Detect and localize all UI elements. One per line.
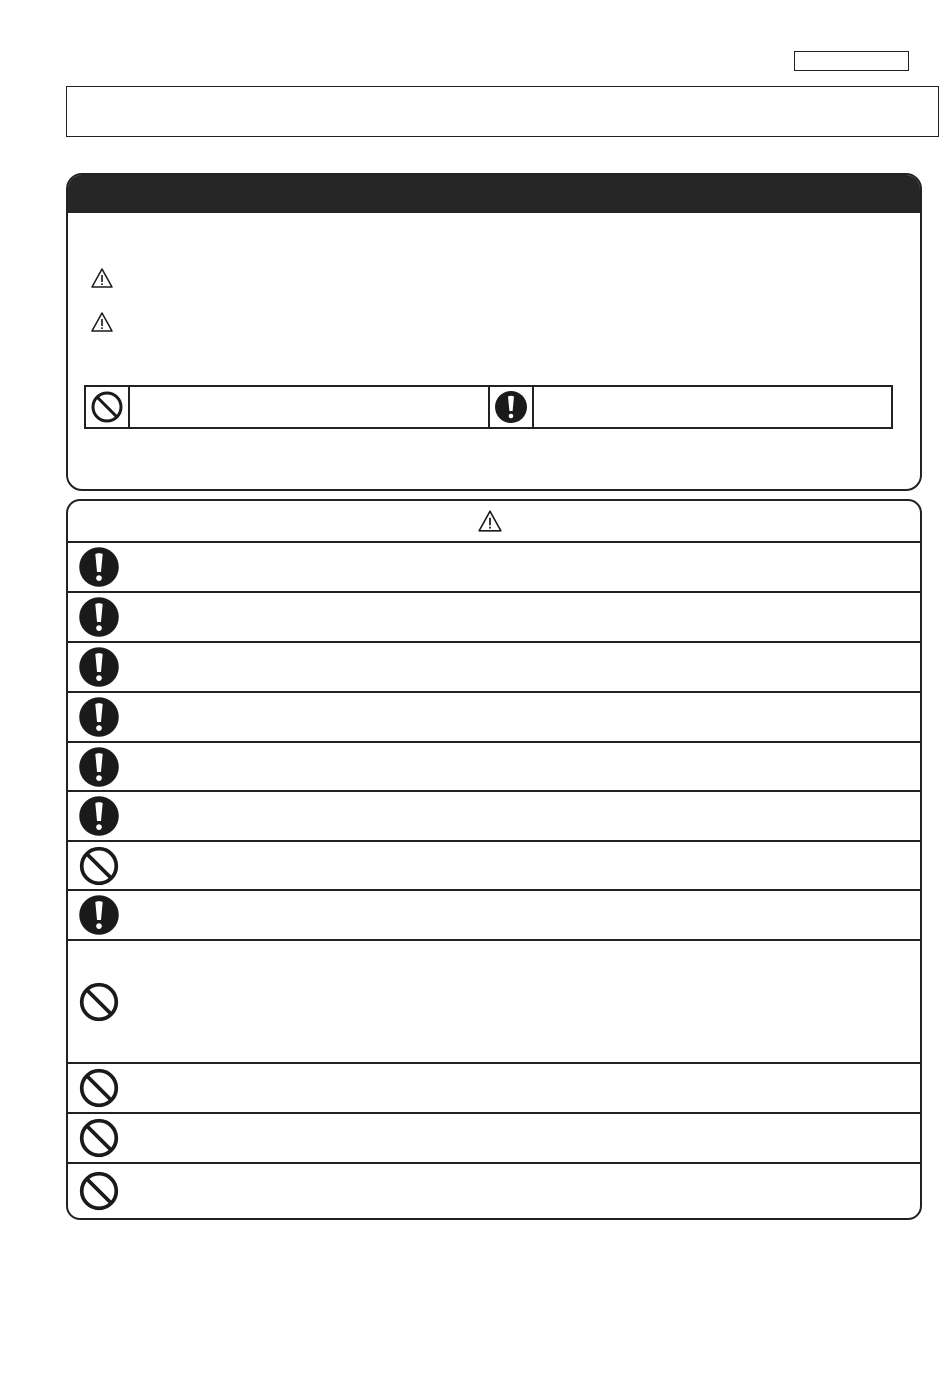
warning-row [68, 792, 920, 842]
document-code-box [794, 51, 909, 71]
warning-row-icon [68, 845, 130, 887]
warning-row [68, 1164, 920, 1218]
caution-triangle-icon [477, 508, 503, 534]
warning-row-icon [68, 795, 130, 837]
warning-row [68, 1064, 920, 1114]
prohibition-icon [90, 390, 124, 424]
mandatory-action-icon [78, 795, 120, 837]
warning-row-icon [68, 981, 130, 1023]
prohibition-icon [78, 1117, 120, 1159]
legend-mandatory-text [534, 387, 892, 427]
warning-row-icon [68, 1067, 130, 1109]
mandatory-action-icon [78, 894, 120, 936]
caution-triangle-icon [90, 266, 114, 290]
mandatory-action-icon [78, 546, 120, 588]
warning-row-icon [68, 696, 130, 738]
safety-intro-panel [66, 173, 922, 491]
intro-caution-row [90, 309, 124, 335]
warning-row [68, 842, 920, 891]
warning-row-icon [68, 596, 130, 638]
warning-row-icon [68, 1170, 130, 1212]
symbol-legend-table [84, 385, 893, 429]
mandatory-action-icon [78, 746, 120, 788]
warning-row-icon [68, 546, 130, 588]
warning-row-icon [68, 646, 130, 688]
warning-row [68, 543, 920, 593]
prohibition-icon [78, 1067, 120, 1109]
caution-triangle-icon [90, 310, 114, 334]
mandatory-action-icon [78, 596, 120, 638]
warning-row-icon [68, 1117, 130, 1159]
legend-prohibited-text [130, 387, 490, 427]
legend-icon-cell [86, 387, 130, 427]
warning-row [68, 941, 920, 1064]
prohibition-icon [78, 845, 120, 887]
mandatory-action-icon [494, 390, 528, 424]
warning-row [68, 693, 920, 743]
warning-row [68, 743, 920, 792]
document-title-box [66, 86, 939, 137]
warning-row-icon [68, 894, 130, 936]
safety-intro-header [68, 175, 920, 213]
warning-row [68, 1114, 920, 1164]
warning-row [68, 593, 920, 643]
mandatory-action-icon [78, 646, 120, 688]
prohibition-icon [78, 1170, 120, 1212]
warning-panel-header [68, 501, 920, 543]
intro-warning-row [90, 265, 124, 291]
warning-row [68, 643, 920, 693]
mandatory-action-icon [78, 696, 120, 738]
legend-icon-cell [490, 387, 534, 427]
prohibition-icon [78, 981, 120, 1023]
warning-row [68, 891, 920, 941]
warning-row-icon [68, 746, 130, 788]
warning-panel [66, 499, 922, 1220]
